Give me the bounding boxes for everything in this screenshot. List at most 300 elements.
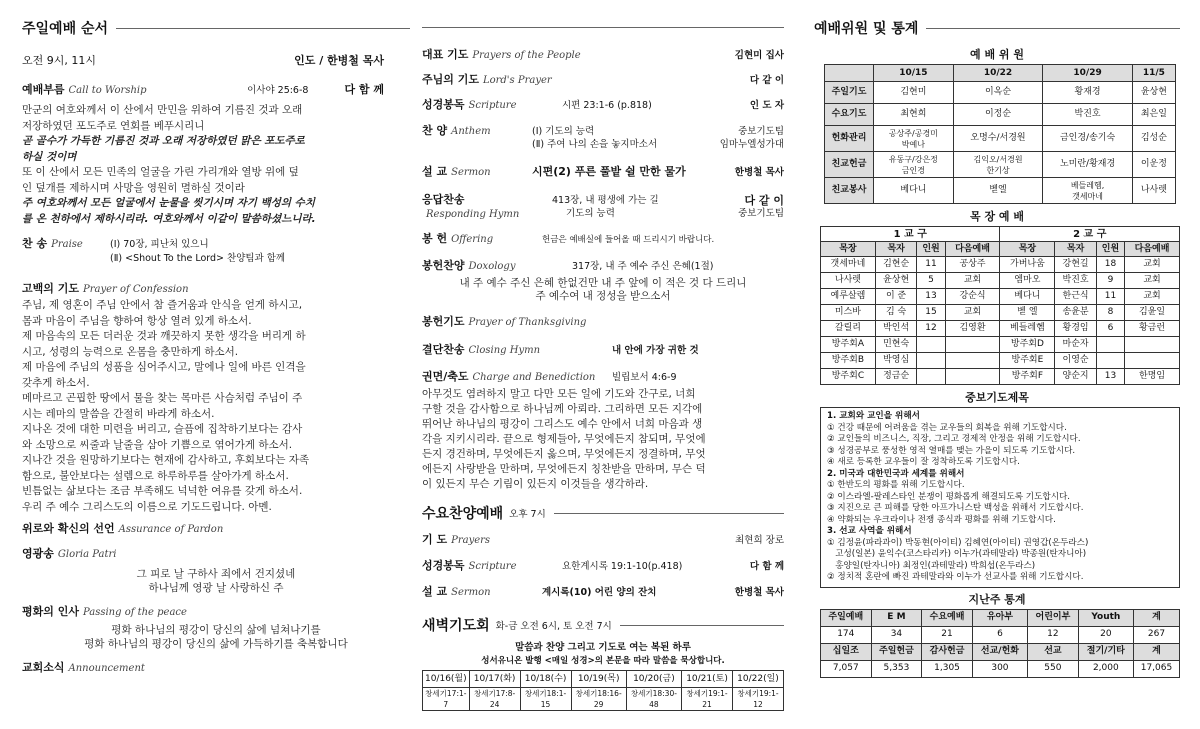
parish-cell: 송윤분 — [1055, 305, 1097, 321]
parish-cell: 13 — [917, 289, 945, 305]
confession-line: 시는 레마의 말씀을 간절히 바라게 하소서. — [22, 407, 215, 420]
parish-cell: 강현길 — [1055, 257, 1097, 273]
bene-line: 뛰어난 하나님의 평강이 그리스도 예수 안에서 너희 마음과 생 — [422, 418, 703, 430]
parish-cell — [945, 369, 1000, 385]
prayer-item: ① 김정윤(파라과이) 박동현(아이티) 김혜연(아이티) 권영갑(온두라스) — [827, 537, 1089, 548]
stats-header-cell: Youth — [1078, 609, 1133, 626]
closing-label: 결단찬송 — [422, 343, 465, 356]
wed-en: Scripture — [468, 561, 517, 572]
parish-cell — [1125, 353, 1180, 369]
committee-cell: 노미란/황재경 — [1043, 152, 1133, 178]
prayer-section-title: 3. 선교 사역을 위해서 — [827, 526, 912, 536]
offering-en: Offering — [451, 234, 494, 245]
stats-header-cell: E M — [871, 609, 922, 626]
stats-header-cell: 절기/기타 — [1078, 643, 1133, 660]
parish-cell: 이영순 — [1055, 353, 1097, 369]
dawn-ref: 창세기19:1-21 — [682, 688, 733, 711]
parish-row — [821, 289, 1180, 305]
committee-title: 예 배 위 원 — [970, 48, 1024, 61]
prayer-item: 고성(일본) 윤익수(코스타리카) 이누가(과테말라) 박종원(탄자니아) — [827, 549, 1087, 559]
stats-header-cell: 계 — [1133, 609, 1179, 626]
parish-cell: 양순지 — [1055, 369, 1097, 385]
call-response: 를 온 천하에서 제하시리라. 여호와께서 이같이 말씀하셨느니라. — [22, 212, 316, 225]
committee-date: 11/5 — [1132, 65, 1175, 82]
committee-cell: 나사렛 — [1132, 178, 1175, 204]
stats-value: 2,000 — [1078, 660, 1133, 677]
confession-line: 주님, 제 영혼이 주님 안에서 참 즐거움과 안식을 얻게 하시고, — [22, 299, 303, 311]
parish-cell: 교회 — [1125, 257, 1180, 273]
sunday-service-header — [22, 18, 410, 38]
committee-role: 주일기도 — [825, 82, 874, 104]
dawn-refs-row — [423, 688, 784, 711]
parish-cell: 김 숙 — [875, 305, 917, 321]
parish-col: 목장 — [821, 242, 876, 257]
confession-label: 고백의 기도 — [22, 282, 79, 295]
news-en: Announcement — [68, 663, 145, 674]
parish-cell — [917, 369, 945, 385]
offering-label: 봉 헌 — [422, 232, 448, 245]
order-en: Prayers of the People — [472, 50, 581, 61]
call-label: 예배부름 — [22, 83, 65, 96]
stats-value: 6 — [972, 626, 1027, 643]
committee-cell: 벧엘 — [953, 178, 1043, 204]
prayer-section-title: 1. 교회와 교인을 위해서 — [827, 411, 920, 421]
gloria-line: 그 피로 날 구하사 죄에서 건지셨네 — [136, 568, 296, 580]
order-label: 주님의 기도 — [422, 73, 479, 86]
parish-cell: 황금런 — [1125, 321, 1180, 337]
anthem-item: (Ⅰ) 기도의 능력 — [532, 126, 595, 137]
parish-group: 2 교 구 — [1000, 227, 1180, 242]
wed-mid: 요한계시록 19:1-10(p.418) — [562, 561, 683, 572]
order-who: 인 도 자 — [749, 100, 784, 111]
prayer-item: ④ 약화되는 우크라이나 전쟁 종식과 평화를 위해 기도합시다. — [827, 514, 1056, 525]
pardon-en: Assurance of Pardon — [118, 524, 224, 535]
parish-cell: 18 — [1096, 257, 1124, 273]
parish-cell — [1096, 337, 1124, 353]
parish-col: 인원 — [1096, 242, 1124, 257]
call-line: 인 덮개를 제하시며 사망을 영원히 멸하실 것이라 — [22, 181, 245, 194]
closing-en: Closing Hymn — [468, 345, 541, 356]
confession-line: 우리 주 예수 그리스도의 이름으로 기도드립니다. 아멘. — [22, 500, 272, 513]
parish-cell: 방주회B — [821, 353, 876, 369]
parish-cell: 박진호 — [1055, 273, 1097, 289]
parish-cell — [1125, 337, 1180, 353]
prayer-item: ① 건강 때문에 어려움을 겪는 교우들의 회복을 위해 기도합시다. — [827, 422, 1067, 433]
parish-cell: 방주회F — [1000, 369, 1055, 385]
stats-table — [820, 609, 1180, 678]
gloria-label: 영광송 — [22, 547, 54, 560]
committee-cell: 베들레헴, 갯세마네 — [1043, 178, 1133, 204]
confession-line: 시고, 성령의 능력으로 온몸을 충만하게 하소서. — [22, 345, 239, 358]
dawn-day: 10/19(목) — [571, 671, 626, 688]
service-leader: 인도 / 한병철 목사 — [294, 54, 384, 67]
stats-header — [814, 18, 1180, 38]
parish-cell: 벧 엘 — [1000, 305, 1055, 321]
parish-cell: 나사렛 — [821, 273, 876, 289]
call-response: 곧 골수가 가득한 기름진 것과 오래 저장하였던 맑은 포도주로 — [22, 135, 305, 147]
dawn-title: 새벽기도회 — [422, 618, 490, 634]
news-label: 교회소식 — [22, 661, 65, 674]
peace-line: 평화 하나님의 평강이 당신의 삶에 넘쳐나기를 — [111, 624, 321, 636]
confession-line: 와 소망으로 씨줄과 날줄을 삼아 기쁨으로 엮어가게 하소서. — [22, 438, 293, 451]
stats-header-cell: 주일헌금 — [871, 643, 922, 660]
sermon-en: Sermon — [451, 167, 491, 178]
order-who: 김현미 집사 — [734, 50, 784, 61]
parish-cell: 교회 — [945, 273, 1000, 289]
parish-row — [821, 353, 1180, 369]
praise-label: 찬 송 — [22, 237, 48, 250]
parish-cell: 12 — [917, 321, 945, 337]
parish-cell: 공상주 — [945, 257, 1000, 273]
order-en: Lord's Prayer — [482, 75, 552, 86]
service-time: 오전 9시, 11시 — [22, 54, 96, 67]
committee-cell: 유동구/강은정 금인경 — [874, 152, 954, 178]
parish-cell: 민현숙 — [875, 337, 917, 353]
parish-cell: 김윤일 — [1125, 305, 1180, 321]
doxology-line: 내 주 예수 주신 은혜 한없건만 내 주 앞에 이 적은 것 다 드리니 — [459, 277, 747, 289]
sermon-who: 한병철 목사 — [734, 167, 784, 178]
parish-cell: 김현순 — [875, 257, 917, 273]
hymn-en: Responding Hymn — [426, 209, 520, 220]
prayer-item: ① 한반도의 평화를 위해 기도합시다. — [827, 480, 965, 490]
parish-cell: 이 준 — [875, 289, 917, 305]
stats-header-cell: 십일조 — [821, 643, 872, 660]
wed-label: 성경봉독 — [422, 559, 465, 572]
committee-cell: 박진호 — [1043, 104, 1133, 126]
stats-header-cell: 주일예배 — [821, 609, 872, 626]
dawn-day: 10/18(수) — [520, 671, 571, 688]
doxology-line: 주 예수여 내 정성을 받으소서 — [535, 290, 671, 302]
confession-line: 제 마음에 주님의 성품을 심어주시고, 말에나 일에 바른 인격을 — [22, 361, 306, 373]
stats-value: 21 — [922, 626, 973, 643]
dawn-ref: 창세기18:1-15 — [520, 688, 571, 711]
hymn-label: 응답찬송 — [422, 193, 465, 206]
peace-line: 평화 하나님의 평강이 당신의 삶에 가득하기를 축복합니다 — [84, 638, 348, 650]
dawn-ref: 창세기18:30-48 — [626, 688, 681, 711]
committee-role: 친교헌금 — [825, 152, 874, 178]
dawn-day: 10/20(금) — [626, 671, 681, 688]
parish-col: 인원 — [917, 242, 945, 257]
dawn-time: 화-금 오전 6시, 토 오전 7시 — [495, 621, 612, 632]
confession-line: 지나온 것에 대한 미련을 버리고, 슬픔에 집착하기보다는 감사 — [22, 423, 303, 435]
sermon-text: 시편(2) 푸른 풀밭 쉴 만한 물가 — [532, 165, 686, 178]
committee-cell: 이옥순 — [953, 82, 1043, 104]
parish-title: 목 장 예 배 — [970, 210, 1024, 223]
order-label: 성경봉독 — [422, 98, 465, 111]
order-en: Scripture — [468, 100, 517, 111]
committee-cell: 최현희 — [874, 104, 954, 126]
prayer-item: 홍양일(탄자니아) 최정인(과테말라) 박희섭(온두라스) — [827, 560, 1036, 571]
call-text — [22, 103, 410, 227]
call-line: 만군의 여호와께서 이 산에서 만민을 위하여 기름진 것과 오래 — [22, 104, 303, 116]
call-ref: 이사야 25:6-8 — [247, 85, 309, 96]
parish-row — [821, 321, 1180, 337]
anthem-label: 찬 양 — [422, 124, 448, 137]
dawn-day: 10/21(토) — [682, 671, 733, 688]
committee-date: 10/15 — [874, 65, 954, 82]
gloria-en: Gloria Patri — [57, 549, 117, 560]
stats-value: 7,057 — [821, 660, 872, 677]
bene-line: 구할 것을 감사함으로 하나님께 아뢰라. 그리하면 모든 지각에 — [422, 403, 703, 415]
parish-col: 다음예배 — [945, 242, 1000, 257]
parish-cell: 방주회E — [1000, 353, 1055, 369]
dawn-ref: 창세기18:16-29 — [571, 688, 626, 711]
wed-time: 오후 7시 — [509, 509, 546, 520]
stats-header-cell: 어린이부 — [1028, 609, 1079, 626]
bene-line: 이 있든지 무슨 기림이 있든지 이것들을 생각하라. — [422, 478, 649, 490]
prayer-title: 중보기도제목 — [965, 391, 1029, 404]
stats-row — [821, 643, 1180, 660]
pardon-label: 위로와 확신의 선언 — [22, 522, 115, 535]
parish-cell: 교회 — [945, 305, 1000, 321]
parish-cell: 김영환 — [945, 321, 1000, 337]
parish-col: 목자 — [875, 242, 917, 257]
parish-cell: 11 — [1096, 289, 1124, 305]
parish-cell: 엠마오 — [1000, 273, 1055, 289]
committee-cell: 김익오/서경원 한기상 — [953, 152, 1043, 178]
parish-cell: 8 — [1096, 305, 1124, 321]
confession-text — [22, 298, 410, 515]
order-who: 다 같 이 — [749, 75, 784, 86]
dawn-day: 10/22(일) — [732, 671, 783, 688]
confession-line: 함으로, 불안보다는 설렘으로 하루하루를 살아가게 하소서. — [22, 469, 289, 482]
thanks-label: 봉헌기도 — [422, 315, 465, 328]
committee-corner — [825, 65, 874, 82]
dawn-table — [422, 670, 784, 711]
doxology-en: Doxology — [468, 261, 516, 272]
stats-value: 174 — [821, 626, 872, 643]
parish-col: 다음예배 — [1125, 242, 1180, 257]
stats-row — [821, 660, 1180, 677]
wed-who: 한병철 목사 — [734, 587, 784, 598]
prayer-item: ④ 새로 등록한 교우들이 잘 정착하도록 기도합시다. — [827, 457, 1020, 467]
anthem-who: 중보기도팀 — [738, 126, 784, 137]
confession-line: 제 마음속의 모든 더러운 것과 깨끗하지 못한 생각을 버리게 하 — [22, 330, 306, 342]
stats-header-cell: 선교/헌화 — [972, 643, 1027, 660]
committee-cell: 금인경/송기숙 — [1043, 126, 1133, 152]
parish-col: 목장 — [1000, 242, 1055, 257]
confession-line: 갖추게 하소서. — [22, 376, 90, 389]
bene-line: 든지 경건하며, 무엇에든지 옳으며, 무엇에든지 정결하며, 무엇 — [422, 448, 706, 460]
wed-who: 최현희 장로 — [735, 535, 784, 546]
parish-cell: 한근식 — [1055, 289, 1097, 305]
parish-cell: 강순식 — [945, 289, 1000, 305]
parish-cell: 황경임 — [1055, 321, 1097, 337]
stats-value: 300 — [972, 660, 1027, 677]
parish-cell: 13 — [1096, 369, 1124, 385]
committee-role: 수요기도 — [825, 104, 874, 126]
committee-date: 10/29 — [1043, 65, 1133, 82]
parish-cell: 11 — [917, 257, 945, 273]
header-rule — [926, 28, 1180, 29]
confession-line: 지나간 것을 원망하기보다는 현재에 감사하고, 후회보다는 자족 — [22, 454, 310, 466]
confession-line: 빈틈없는 삶보다는 조금 부족해도 넉넉한 여유를 갖게 하소서. — [22, 485, 303, 497]
order-label: 대표 기도 — [422, 48, 469, 61]
stats-title: 예배위원 및 통계 — [814, 21, 919, 37]
parish-row — [821, 369, 1180, 385]
dawn-ref: 창세기17:8-24 — [469, 688, 520, 711]
stats-header-cell: 감사헌금 — [922, 643, 973, 660]
parish-cell — [945, 353, 1000, 369]
parish-col: 목자 — [1055, 242, 1097, 257]
parish-cell — [1096, 353, 1124, 369]
doxology-label: 봉헌찬양 — [422, 259, 465, 272]
stats-value: 34 — [871, 626, 922, 643]
call-response: 주 여호와께서 모든 얼굴에서 눈물을 씻기시며 자기 백성의 수치 — [22, 197, 315, 209]
praise-en: Praise — [51, 239, 83, 250]
stats-value: 12 — [1028, 626, 1079, 643]
committee-cell: 김현미 — [874, 82, 954, 104]
call-who: 다 함 께 — [344, 83, 384, 96]
parish-cell: 5 — [917, 273, 945, 289]
wed-en: Prayers — [451, 535, 491, 546]
parish-cell: 한명임 — [1125, 369, 1180, 385]
hymn-who: 중보기도팀 — [738, 208, 784, 219]
parish-row — [821, 273, 1180, 289]
wed-label: 설 교 — [422, 585, 448, 598]
confession-en: Prayer of Confession — [82, 284, 189, 295]
bene-ref: 빌립보서 4:6-9 — [612, 372, 677, 383]
parish-cell: 예루살렘 — [821, 289, 876, 305]
parish-cell: 가버나움 — [1000, 257, 1055, 273]
committee-role: 친교봉사 — [825, 178, 874, 204]
closing-text: 내 안에 가장 귀한 것 — [612, 345, 699, 356]
dawn-line1: 말씀과 찬양 그리고 기도로 여는 복된 하루 — [515, 642, 691, 653]
prayer-section-title: 2. 미국과 대한민국과 세계를 위해서 — [827, 468, 965, 479]
parish-row — [821, 337, 1180, 353]
committee-date: 10/22 — [953, 65, 1043, 82]
parish-cell: 갈릴리 — [821, 321, 876, 337]
wed-who: 다 함 께 — [749, 561, 784, 572]
parish-cell: 9 — [1096, 273, 1124, 289]
gloria-line: 하나님께 영광 날 사랑하신 주 — [148, 582, 284, 594]
committee-cell: 공상주/공경미 박예나 — [874, 126, 954, 152]
stats-row — [821, 609, 1180, 626]
parish-cell: 윤상현 — [875, 273, 917, 289]
committee-cell: 윤상현 — [1132, 82, 1175, 104]
committee-cell: 이운정 — [1132, 152, 1175, 178]
praise-item: (Ⅱ) <Shout To the Lord> 찬양팀과 함께 — [110, 253, 286, 264]
parish-cell: 갯세마네 — [821, 257, 876, 273]
dawn-rule — [620, 625, 784, 626]
stats-value: 5,353 — [871, 660, 922, 677]
parish-cell: 방주회A — [821, 337, 876, 353]
stats-header-cell: 선교 — [1028, 643, 1079, 660]
doxology-text: 317장, 내 주 예수 주신 은혜(1절) — [572, 261, 714, 272]
hymn-who: 다 같 이 — [744, 194, 784, 207]
parish-cell: 6 — [1096, 321, 1124, 337]
committee-table — [824, 64, 1176, 204]
bene-line: 에든지 사랑받을 만하며, 무엇에든지 칭찬받을 만하며, 무슨 덕 — [422, 463, 706, 475]
stats-week-title: 지난주 통계 — [968, 592, 1026, 606]
peace-en: Passing of the peace — [82, 607, 187, 618]
parish-cell: 베들레헴 — [1000, 321, 1055, 337]
parish-cell: 박인석 — [875, 321, 917, 337]
committee-cell: 오명수/서경원 — [953, 126, 1043, 152]
wed-en: Sermon — [451, 587, 491, 598]
stats-value: 1,305 — [922, 660, 973, 677]
parish-cell: 방주회C — [821, 369, 876, 385]
parish-table — [820, 226, 1180, 385]
dawn-days-row — [423, 671, 784, 688]
bene-line: 각을 지키시리라. 끝으로 형제들아, 무엇에든지 참되며, 무엇에 — [422, 433, 706, 445]
anthem-item: (Ⅱ) 주여 나의 손을 놓지마소서 — [532, 139, 658, 150]
thanks-en: Prayer of Thanksgiving — [468, 317, 587, 328]
dawn-day: 10/16(월) — [423, 671, 470, 688]
prayer-item: ② 교인들의 비즈니스, 직장, 그리고 경제적 안정을 위해 기도합시다. — [827, 434, 1081, 444]
dawn-day: 10/17(화) — [469, 671, 520, 688]
hymn-item: 기도의 능력 — [566, 208, 615, 219]
stats-header-cell: 수요예배 — [922, 609, 973, 626]
stats-value: 20 — [1078, 626, 1133, 643]
wed-rule — [554, 513, 784, 514]
parish-cell: 미스바 — [821, 305, 876, 321]
wed-mid: 계시록(10) 어린 양의 잔치 — [542, 587, 657, 598]
sermon-label: 설 교 — [422, 165, 448, 178]
call-response: 하실 것이며 — [22, 150, 77, 163]
prayer-box — [820, 407, 1180, 588]
call-line: 또 이 산에서 모든 민족의 얼굴을 가린 가리개와 열방 위에 덮 — [22, 166, 299, 178]
anthem-en: Anthem — [451, 126, 491, 137]
bene-label: 권면/축도 — [422, 370, 469, 383]
sunday-service-title: 주일예배 순서 — [22, 21, 109, 37]
stats-value: 550 — [1028, 660, 1079, 677]
stats-row — [821, 626, 1180, 643]
parish-row — [821, 305, 1180, 321]
prayer-item: ③ 지진으로 큰 피해를 당한 아프가니스탄 백성을 위해서 기도합시다. — [827, 503, 1084, 513]
anthem-who: 임마누엘성가대 — [719, 139, 784, 150]
stats-header-cell: 계 — [1133, 643, 1179, 660]
parish-cell: 교회 — [1125, 273, 1180, 289]
dawn-ref: 창세기17:1-7 — [423, 688, 470, 711]
peace-label: 평화의 인사 — [22, 605, 79, 618]
parish-group: 1 교 구 — [821, 227, 1000, 242]
parish-row — [821, 257, 1180, 273]
prayer-item: ③ 성경공부로 풍성한 영적 열매를 맺는 가을이 되도록 기도합시다. — [827, 445, 1076, 456]
parish-cell — [917, 353, 945, 369]
committee-cell: 최은일 — [1132, 104, 1175, 126]
wed-label: 기 도 — [422, 533, 448, 546]
call-line: 저장하였던 포도주로 연회를 베푸시리니 — [22, 119, 205, 132]
parish-cell: 마순자 — [1055, 337, 1097, 353]
parish-cell: 15 — [917, 305, 945, 321]
parish-cell: 방주회D — [1000, 337, 1055, 353]
order-mid: 시편 23:1-6 (p.818) — [562, 100, 652, 111]
parish-cell — [945, 337, 1000, 353]
committee-cell: 황재경 — [1043, 82, 1133, 104]
wed-title: 수요찬양예배 — [422, 506, 504, 522]
offering-text: 헌금은 예배실에 들어올 때 드리시기 바랍니다. — [542, 235, 715, 245]
parish-cell: 교회 — [1125, 289, 1180, 305]
stats-value: 267 — [1133, 626, 1179, 643]
praise-item: (Ⅰ) 70장, 피난처 있으니 — [110, 239, 209, 250]
bene-line: 아무것도 염려하지 말고 다만 모든 일에 기도와 간구로, 너희 — [422, 388, 696, 400]
hymn-item: 413장, 내 평생에 가는 길 — [552, 195, 659, 206]
stats-value: 17,065 — [1133, 660, 1179, 677]
header-rule — [116, 28, 410, 29]
parish-cell: 정금순 — [875, 369, 917, 385]
committee-role: 헌화관리 — [825, 126, 874, 152]
prayer-item: ② 정치적 혼란에 빠진 과테말라와 이누가 선교사를 위해 기도합시다. — [827, 572, 1084, 582]
parish-cell — [917, 337, 945, 353]
confession-line: 몸과 마음이 주님을 향하여 항상 열려 있게 하소서. — [22, 314, 252, 327]
dawn-line2: 성서유니온 발행 <매일 성경>의 본문을 따라 말씀을 묵상합니다. — [481, 656, 725, 666]
committee-cell: 베다니 — [874, 178, 954, 204]
committee-cell: 이정순 — [953, 104, 1043, 126]
stats-header-cell: 유아부 — [972, 609, 1027, 626]
dawn-ref: 창세기19:1-12 — [732, 688, 783, 711]
prayer-item: ② 이스라엘-팔레스타인 분쟁이 평화롭게 해결되도록 기도합시다. — [827, 491, 1071, 502]
